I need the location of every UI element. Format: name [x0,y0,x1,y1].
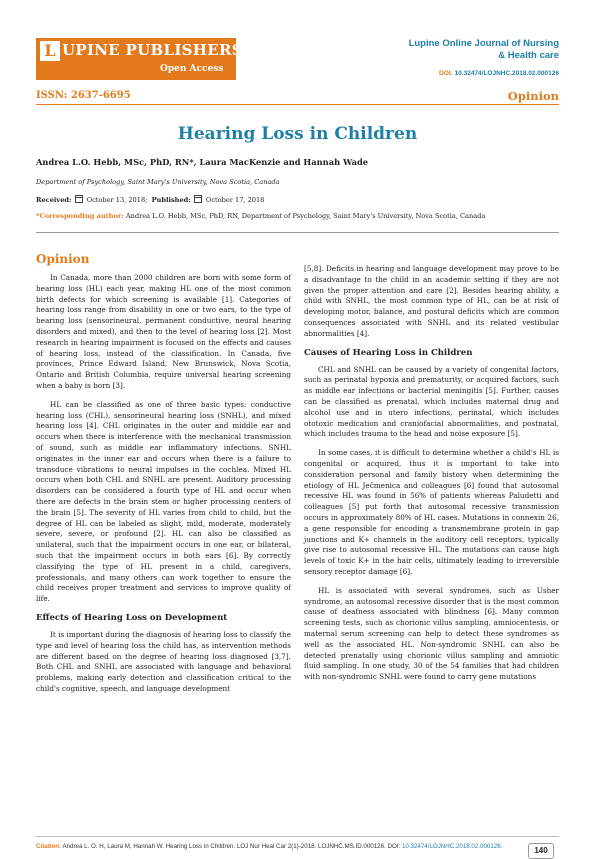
calendar-icon [75,195,83,203]
article-title: Hearing Loss in Children [177,124,418,144]
section-heading-effects: Effects of Hearing Loss on Development [36,612,228,623]
page-number: 140 [528,843,554,859]
right-column [304,264,559,691]
issn: ISSN: 2637-6695 [36,90,131,101]
corresponding-author [36,212,485,220]
paragraph: It is important during the diagnosis of hearing loss to classify the type and level of hearing loss the child has, as intervention methods are different based on the degree of hearing loss diagnosed [3,7]. Both CHL and SNHL are associated with language and behavioral problems, making early detection and classification critical to the child's cognitive, speech, and language development [36,629,291,693]
header-divider [36,104,559,105]
paragraph: In Canada, more than 2000 children are born with some form of hearing loss (HL) each year, making HL one of the most common birth defects for which screening is available [1]. Categories of hearing loss range from disability in one or two ears, to the type of hearing loss (sensorineural, permanent conductive, neural hearing disorders and mixed), and then to the level of hearing loss [2]. Most research in hearing impairment is focused on the effects and causes of hearing loss, instead of the classification. In Canada, five provinces, Prince Edward Island, New Brunswick, Nova Scotia, Ontario and British Columbia, require universal hearing screening when a baby is born [3]. [36,273,291,390]
doi-link[interactable]: 10.32474/LOJNHC.2018.02.000126 [454,70,559,77]
doi [439,70,559,77]
citation [36,842,506,851]
publisher-logo-initial: L [40,41,60,61]
footer-divider [36,836,559,837]
open-access-label: Open Access [160,64,224,74]
journal-name [319,38,559,62]
article-authors: Andrea L.O. Hebb, MSc, PhD, RN*, Laura MacKenzie and Hannah Wade [36,157,369,167]
paragraph: CHL and SNHL can be caused by a variety of congenital factors, such as perinatal hypoxia and prematurity, or acquired factors, such as middle ear infections or bacterial meningitis [5]. Further, causes can be classified as prenatal, which includes maternal drug and alcohol use and in utero infections, perinatal, which includes ototoxic medication and craniofacial abnormalities, and postnatal, which includes trauma to the head and noise exposure [5]. [304,364,559,439]
calendar-icon [194,195,202,203]
citation-text: Andrea L. O. H, Laura M, Hannah W. Hearing Loss in Children. LOJ Nur Heal Car 2(1)-2018. LOJNHC.MS.ID.000126. DOI: [62,843,401,850]
section-heading-causes: Causes of Hearing Loss in Children [304,347,473,358]
published-date: October 17, 2018 [205,196,265,204]
left-column [36,252,291,703]
paragraph: HL can be classified as one of three basic types: conductive hearing loss (CHL), sensorineural hearing loss (SNHL), and mixed hearing loss [4]. CHL originates in the outer and middle ear and occurs when there is interference with the mechanical transmission of sound, such as middle ear inflammatory infections. SNHL originates in the inner ear and occurs when there is a failure to transduce vibrations to neural impulses in the cochlea. Mixed HL occurs when both CHL and SNHL are present. Auditory processing disorders can be considered a fourth type of HL and occur when there are defects in the brain stem or higher processing centers of the brain [5]. The severity of HL varies from child to child, but the degree of HL can be labeled as slight, mild, moderate, moderately severe, severe, or profound [2]. HL can also be classified as unilateral, such that the impairment occurs in one ear, or bilateral, such that the impairment occurs in both ears [6]. By correctly classifying the type of HL present in a child, caregivers, professionals, and many others can work together to ensure the child receives proper treatment and services to improve quality of life. [36,399,291,604]
journal-name-line2: & Health care [498,50,559,61]
published-label: Published: [151,196,191,204]
author-affiliation: Department of Psychology, Saint Mary's University, Nova Scotia, Canada [36,178,280,186]
article-dates [36,195,264,204]
citation-label: Citation: [36,843,62,850]
received-label: Received: [36,196,72,204]
corresponding-author-label: *Corresponding author: [36,212,124,220]
paragraph: In some cases, it is difficult to determine whether a child's HL is congenital or acquired, thus it is important to take into consideration personal and family history when determining the etiology of HL Ječmenica and colleagues [6] found that autosomal recessive HL was found in 56% of patients whereas Paludetti and colleagues [5] put forth that autosomal recessive transmission occurs in approximately 80% of HL cases. Mutations in connexin 26, a gene responsible for encoding a transmembrane protein in gap junctions and K+ channels in the auditory cell receptors, typically give rise to autosomal recessive HL. The mutations can cause high levels of toxic K+ in the hair cells, ultimately leading to irreversible sensory receptor damage [6]. [304,448,559,576]
doi-label: DOI: [439,70,453,77]
title-divider [36,232,559,233]
received-date: October 13, 2018; [86,196,148,204]
corresponding-author-text: Andrea L.O. Hebb, MSc, PhD, RN, Department of Psychology, Saint Mary's University, Nova Scotia, Canada [125,212,486,220]
article-category: Opinion [507,89,559,103]
paragraph: HL is associated with several syndromes, such as Usher syndrome, an autosomal recessive disorder that is the most common cause of deafness associated with blindness [6]. Many common screening tests, such as chorionic villus sampling, amniocentesis, or maternal serum screening can help to detect these syndromes as well as the associated HL. Non-syndromic SNHL can also be detected prenatally using chorionic villus sampling and amniotic fluid sampling. In one study, 30 of the 54 families that had children with non-syndromic SNHL were found to carry gene mutations [304,585,559,682]
citation-doi-link[interactable]: 10.32474/LOJNHC.2018.02.000126. [401,843,503,850]
section-heading-opinion: Opinion [36,252,90,266]
publisher-name: UPINE PUBLISHERS [62,41,243,59]
journal-name-line1: Lupine Online Journal of Nursing [408,38,559,49]
paragraph: [5,8]. Deficits in hearing and language development may prove to be a disadvantage to the child in an academic setting if they are not given the proper attention and care [2]. Besides hearing ability, a child with SNHL, the most common type of HL, can be at risk of developing motor, balance, and postural deficits which are common consequences associated with SNHL and its related vestibular abnormalities [4]. [304,264,559,338]
